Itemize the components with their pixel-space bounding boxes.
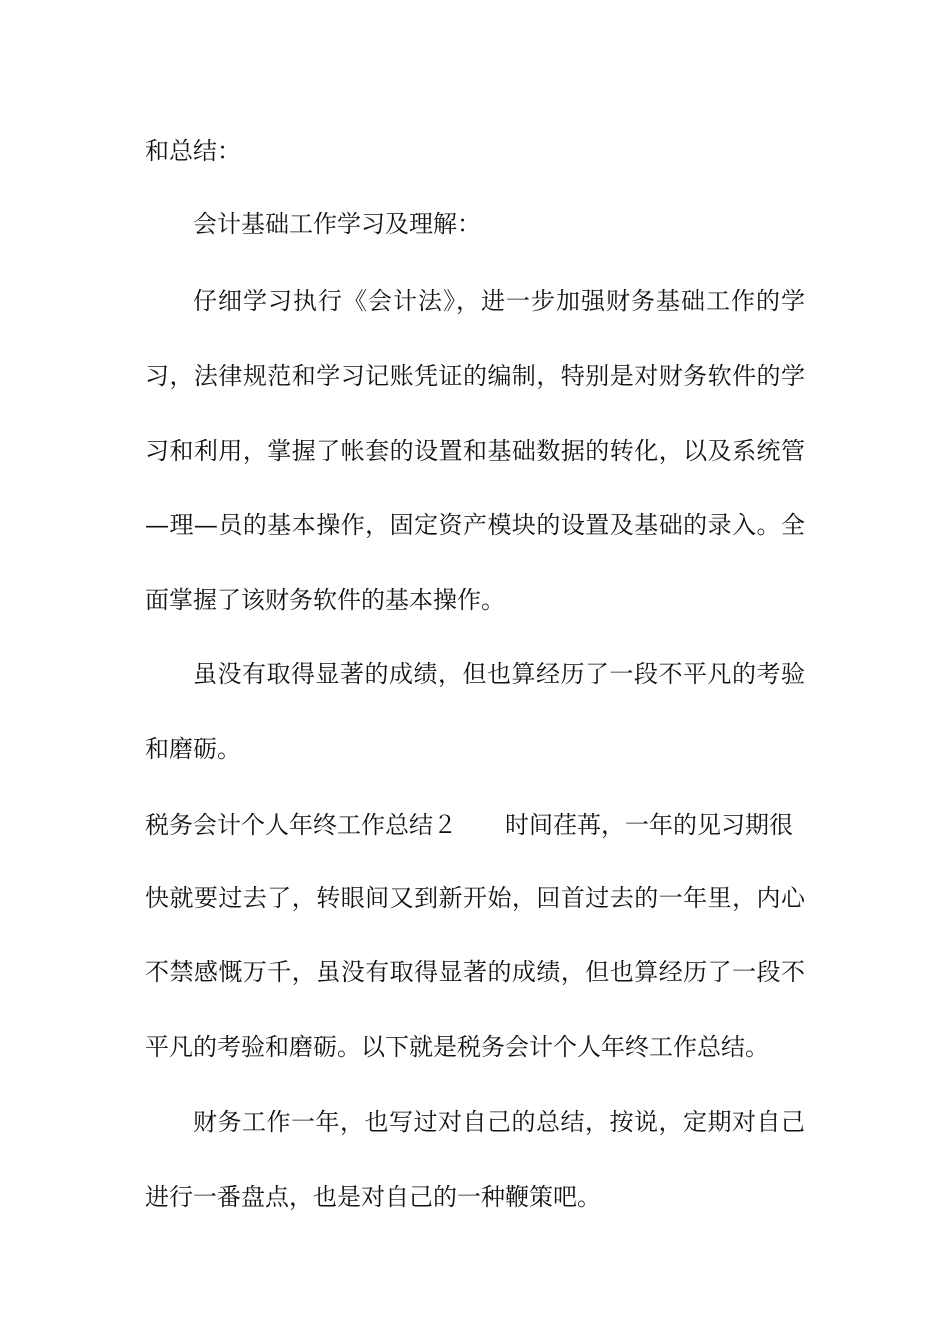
paragraph-line: —理—员的基本操作，固定资产模块的设置及基础的录入。全 (145, 511, 805, 539)
paragraph-line: 不禁感慨万千，虽没有取得显著的成绩，但也算经历了一段不 (145, 958, 805, 986)
paragraph-line: 习和利用，掌握了帐套的设置和基础数据的转化，以及系统管 (145, 437, 805, 465)
paragraph-line: 习，法律规范和学习记账凭证的编制，特别是对财务软件的学 (145, 362, 805, 390)
paragraph-line: 进行一番盘点，也是对自己的一种鞭策吧。 (145, 1183, 601, 1211)
subheading: 会计基础工作学习及理解： (193, 210, 481, 238)
paragraph-line: 仔细学习执行《会计法》，进一步加强财务基础工作的学 (193, 287, 805, 315)
paragraph-line: 和总结： (145, 137, 241, 165)
paragraph-line: 时间荏苒，一年的见习期很 (505, 811, 793, 839)
paragraph-line: 平凡的考验和磨砺。以下就是税务会计个人年终工作总结。 (145, 1033, 769, 1061)
paragraph-line: 和磨砺。 (145, 735, 241, 763)
section-heading-line (145, 803, 805, 847)
paragraph-line: 快就要过去了，转眼间又到新开始，回首过去的一年里，内心 (145, 884, 805, 912)
section-title: 税务会计个人年终工作总结２ (145, 811, 457, 839)
paragraph-line: 财务工作一年，也写过对自己的总结，按说，定期对自己 (193, 1108, 805, 1136)
paragraph-line: 虽没有取得显著的成绩，但也算经历了一段不平凡的考验 (193, 660, 805, 688)
paragraph-line: 面掌握了该财务软件的基本操作。 (145, 586, 505, 614)
